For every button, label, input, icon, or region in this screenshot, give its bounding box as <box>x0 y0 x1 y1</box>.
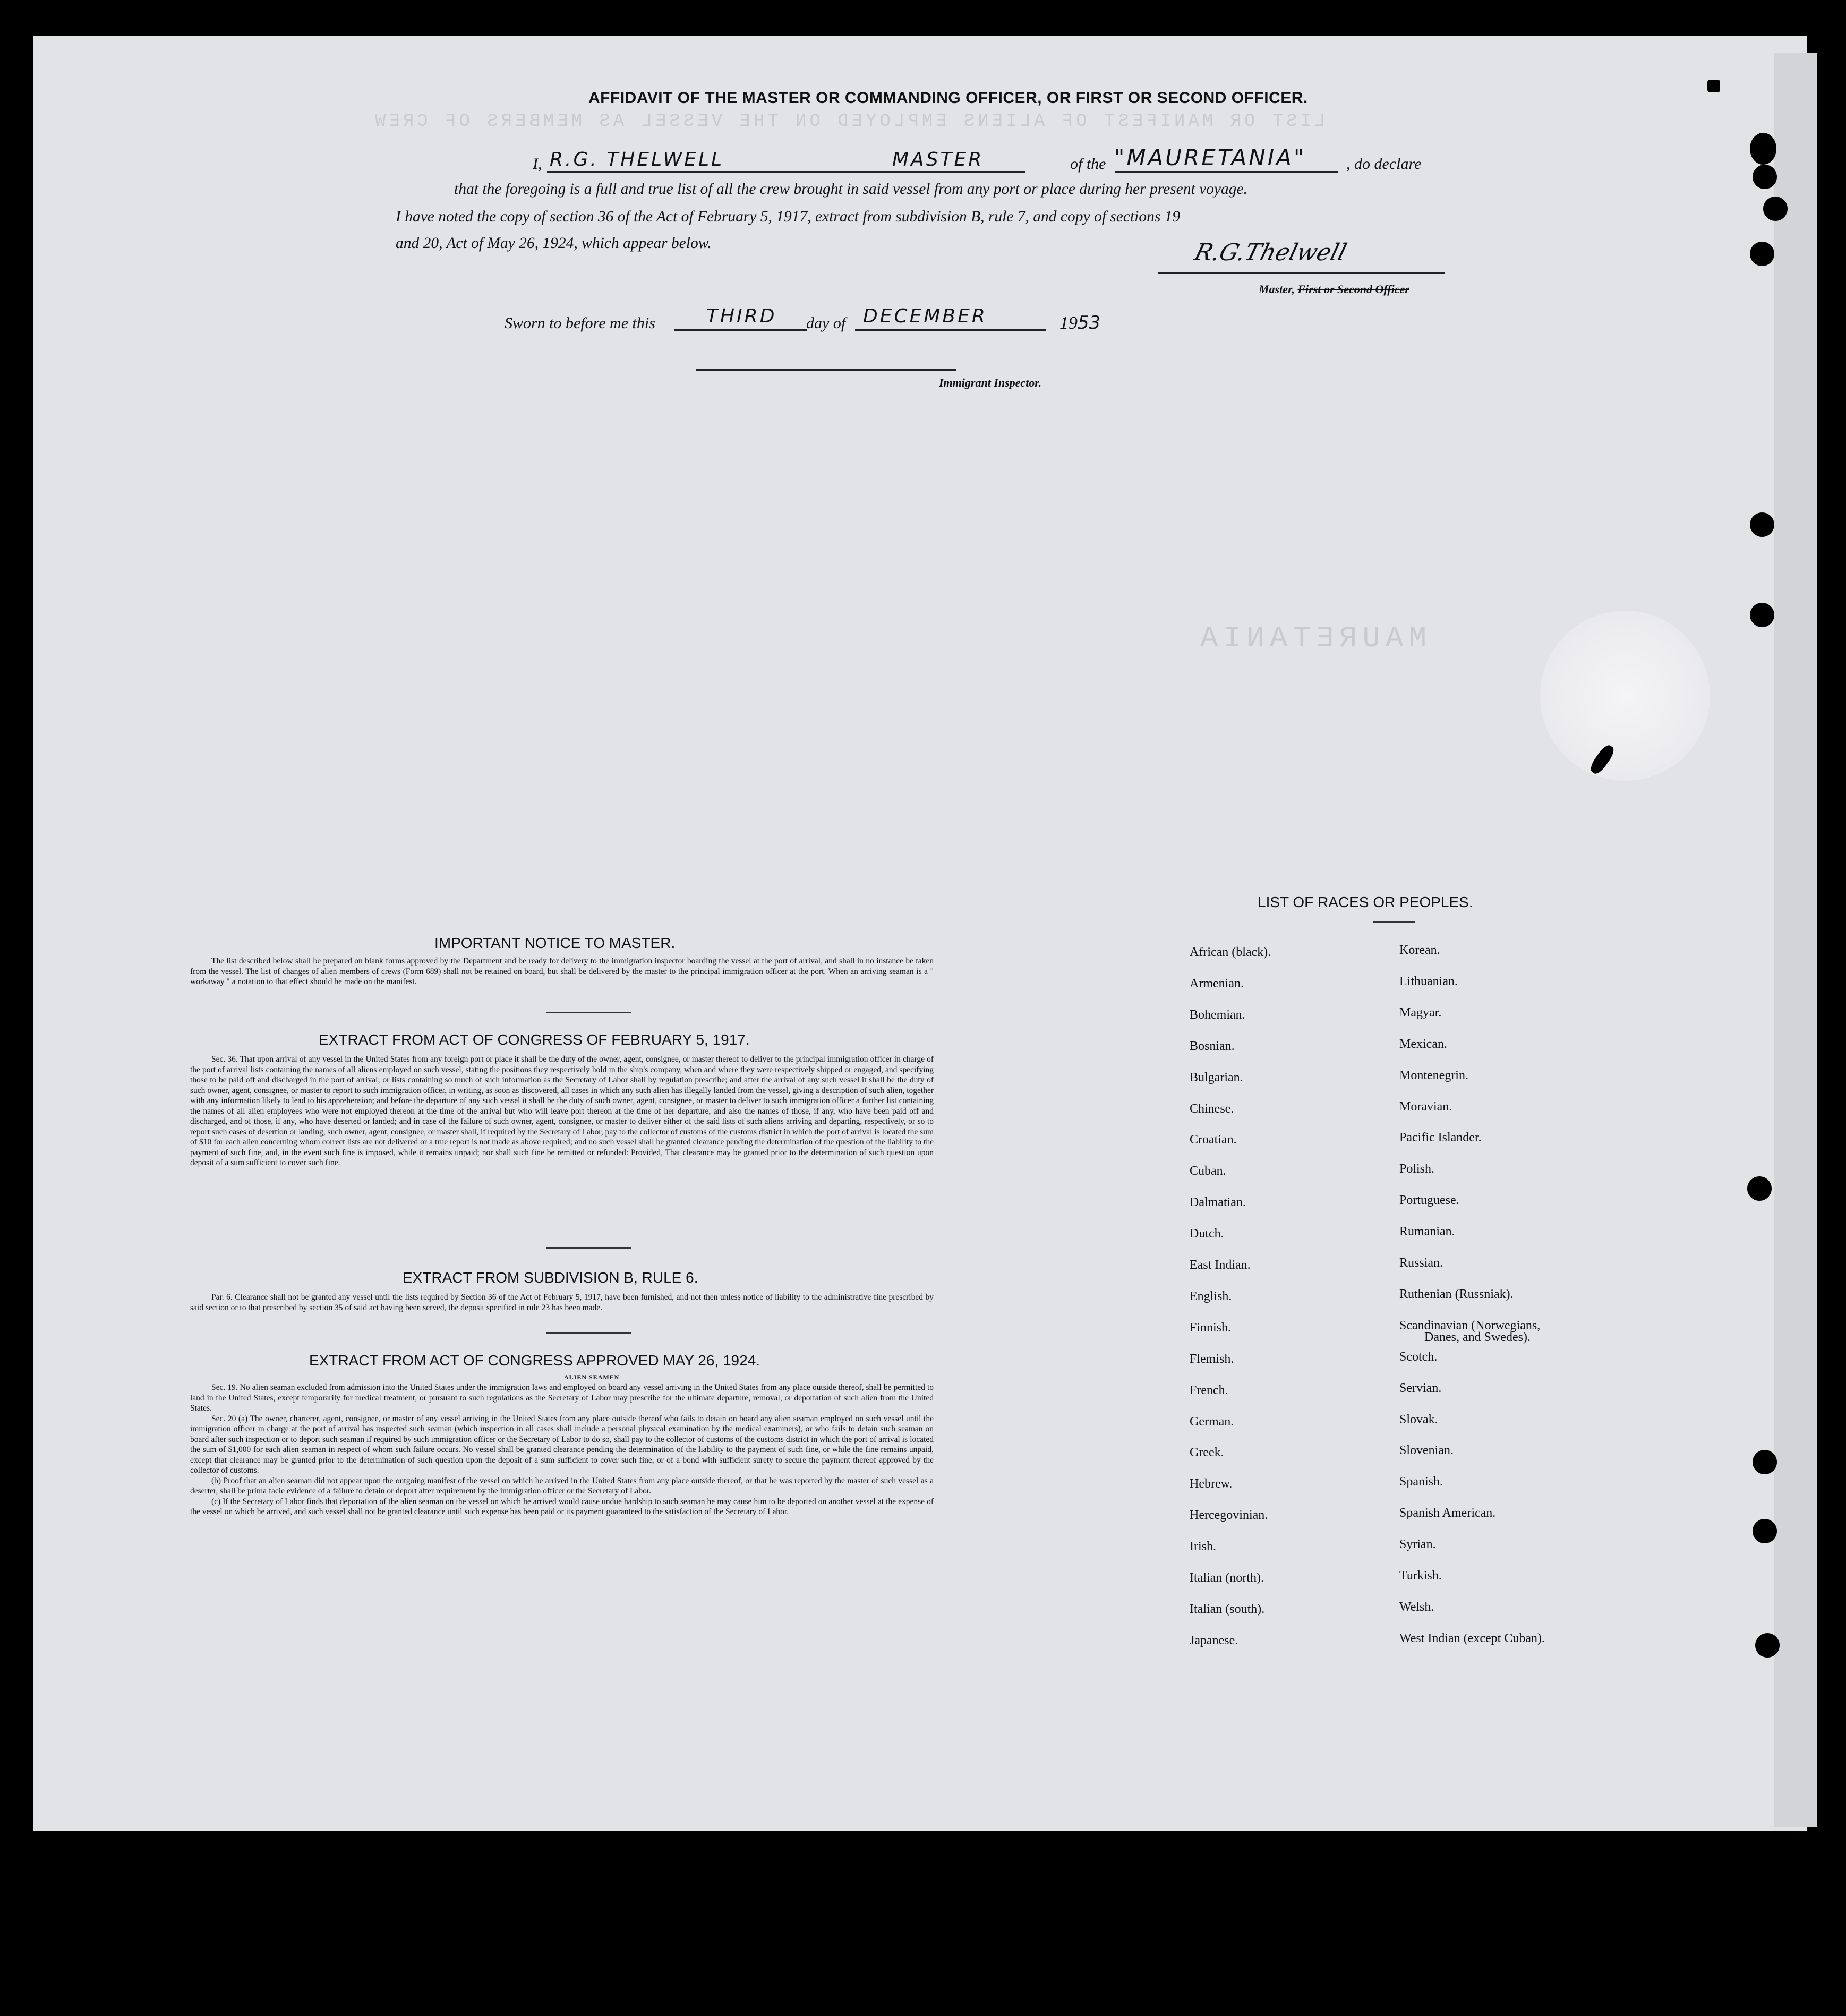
rule-6-body <box>190 1292 934 1313</box>
binder-hole <box>1753 1519 1777 1543</box>
race-item: Russian. <box>1399 1256 1443 1270</box>
race-item: Hebrew. <box>1190 1477 1233 1491</box>
affidavit-heading: AFFIDAVIT OF THE MASTER OR COMMANDING OFFICER, OR FIRST OR SECOND OFFICER. <box>588 89 1308 107</box>
do-declare-label: , do declare <box>1346 155 1422 173</box>
year-suffix: 53 <box>1078 312 1101 334</box>
affidavit-line-3: I have noted the copy of section 36 of the Act of February 5, 1917, extract from subdivision B, rule 7, and copy of sections 19 <box>396 208 1181 225</box>
binder-hole <box>1753 1450 1777 1474</box>
caption-master: Master, <box>1259 283 1295 296</box>
race-item: Polish. <box>1399 1162 1435 1176</box>
race-item: Turkish. <box>1399 1569 1442 1583</box>
race-item: Scotch. <box>1399 1349 1438 1364</box>
race-item: Magyar. <box>1399 1005 1442 1020</box>
binder-hole <box>1755 1633 1780 1658</box>
race-item: French. <box>1190 1383 1228 1397</box>
signature-caption <box>1259 283 1409 296</box>
alien-seamen-subtitle: ALIEN SEAMEN <box>564 1373 620 1381</box>
binder-hole <box>1753 165 1777 189</box>
race-item: Cuban. <box>1190 1164 1226 1178</box>
binder-hole <box>1750 603 1774 627</box>
race-item: Moravian. <box>1399 1099 1452 1114</box>
race-item: Italian (north). <box>1190 1571 1264 1585</box>
sworn-day-entry: THIRD <box>706 305 777 327</box>
race-item: English. <box>1190 1289 1232 1303</box>
show-through-title: LIST OR MANIFEST OF ALIENS EMPLOYED ON THE VESSEL AS MEMBERS OF CREW <box>372 112 1326 132</box>
sec-19-text: Sec. 19. No alien seaman excluded from admission into the United States under the immigration laws and employed on board any vessel arriving in the United States from any place outside thereof, shall be permitted to land in the United States, except temporarily for medical treatment, or pursuant to such regulations as the Secretary of Labor may prescribe for the ultimate departure, removal, or deportation of such alien from the United States. <box>190 1383 934 1413</box>
race-item: Bohemian. <box>1190 1007 1245 1022</box>
race-item: West Indian (except Cuban). <box>1399 1631 1545 1645</box>
race-item: Chinese. <box>1190 1101 1234 1116</box>
binder-hole <box>1750 242 1774 266</box>
race-right-continuation: Danes, and Swedes). <box>1424 1330 1531 1344</box>
race-item: Dutch. <box>1190 1227 1224 1241</box>
binder-hole <box>1747 1176 1772 1201</box>
embossed-seal <box>1540 611 1710 781</box>
master-name-line <box>547 171 1025 173</box>
race-item: Flemish. <box>1190 1352 1234 1366</box>
race-item: Hercegovinian. <box>1190 1508 1268 1523</box>
race-item: Slovenian. <box>1399 1443 1454 1458</box>
race-item: Bulgarian. <box>1190 1070 1243 1084</box>
act-1917-body <box>190 1054 934 1168</box>
race-item: African (black). <box>1190 945 1271 959</box>
show-through-stamp: MAURETANIA <box>1195 621 1427 655</box>
race-item: Lithuanian. <box>1399 974 1458 988</box>
race-item: Bosnian. <box>1190 1039 1235 1053</box>
binder-hole <box>1763 197 1788 221</box>
race-item: Korean. <box>1399 943 1440 957</box>
sec-20a-text: Sec. 20 (a) The owner, charterer, agent, consignee, or master of any vessel arriving in the United States from any place outside thereof who fails to detain on board any alien seaman employed on such vessel until the immigration officer in charge at the port of arrival has inspected such seaman (which inspection in all cases shall include a personal physical examination by the medical examiners), or who fails to detain such seaman on board after such inspection or to deport such seaman if required by such immigration officer or the Secretary of Labor to do so, shall pay to the collector of customs of the customs district in which the port of arrival is located the sum of $1,000 for each alien seaman in respect of whom such failure occurs. No vessel shall be granted clearance pending the determination of the liability to the payment of such fine, or while the fine remains unpaid, except that clearance may be granted prior to the determination of such question upon the deposit of a sum sufficient to cover such fine, or of a bond with sufficient surety to secure the payment thereof approved by the collector of customs. <box>190 1414 934 1475</box>
race-item: Montenegrin. <box>1399 1068 1468 1082</box>
of-the-label: of the <box>1070 155 1106 173</box>
act-1917-title: EXTRACT FROM ACT OF CONGRESS OF FEBRUARY 5, 1917. <box>319 1031 750 1048</box>
race-item: Mexican. <box>1399 1037 1447 1051</box>
race-item: Welsh. <box>1399 1600 1434 1614</box>
race-item: Rumanian. <box>1399 1225 1455 1239</box>
race-item: Spanish American. <box>1399 1506 1496 1520</box>
sec-20c-text: (c) If the Secretary of Labor finds that deportation of the alien seaman on the vessel on which he arrived would cause undue hardship to such seaman he may cause him to be deported on another vessel at the expense of the vessel on which he arrived, and such vessel shall not be granted clearance until such expense has been paid or its payment guaranteed to the satisfaction of the Secretary of Labor. <box>190 1497 934 1516</box>
act-1924-body <box>190 1382 934 1517</box>
divider <box>546 1247 631 1249</box>
divider <box>546 1332 631 1334</box>
race-item: Italian (south). <box>1190 1602 1265 1616</box>
race-item: Pacific Islander. <box>1399 1131 1482 1145</box>
sec-20b-text: (b) Proof that an alien seaman did not appear upon the outgoing manifest of the vessel on which he arrived in the United States from any place outside thereof, or that he was reported by the master of such vessel as a deserter, shall be prima facie evidence of a failure to detain or deport after requirement by the immigration officer or the Secretary of Labor. <box>190 1476 934 1496</box>
act-1924-title: EXTRACT FROM ACT OF CONGRESS APPROVED MAY 26, 1924. <box>309 1352 760 1369</box>
sworn-month-line <box>855 329 1046 331</box>
day-of-label: day of <box>806 314 846 332</box>
sworn-label: Sworn to before me this <box>505 314 655 332</box>
master-name-entry: R.G. THELWELL <box>550 149 724 170</box>
ship-name-entry: "MAURETANIA" <box>1114 144 1306 170</box>
divider <box>546 1012 631 1013</box>
underlying-page-edge <box>1774 53 1817 1827</box>
rule-6-title: EXTRACT FROM SUBDIVISION B, RULE 6. <box>403 1269 698 1286</box>
affidavit-line-2: that the foregoing is a full and true list of all the crew brought in said vessel from any port or place during her present voyage. <box>454 181 1247 198</box>
inspector-caption: Immigrant Inspector. <box>939 376 1042 389</box>
race-item: Armenian. <box>1190 976 1244 990</box>
affidavit-i-label: I, <box>533 155 542 173</box>
notice-body <box>190 956 934 987</box>
signature-line <box>1158 272 1445 274</box>
notice-text: The list described below shall be prepared on blank forms approved by the Department and be ready for delivery to the immigration inspector boarding the vessel at the port of arrival, and shall in no instance be taken from the vessel. The list of changes of alien members of crews (Form 689) shall not be retained on board, but shall be delivered by the master to the principal immigration officer at the port. When an arriving seaman is a " workaway " a notation to that effect should be made on the manifest. <box>190 956 934 986</box>
race-item: Ruthenian (Russniak). <box>1399 1287 1514 1301</box>
caption-struck-officer: First or Second Officer <box>1297 283 1409 296</box>
race-item: Greek. <box>1190 1446 1224 1460</box>
sworn-month-entry: DECEMBER <box>863 305 987 327</box>
race-item: Irish. <box>1190 1540 1216 1554</box>
race-item: Croatian. <box>1190 1133 1237 1147</box>
race-item: East Indian. <box>1190 1258 1251 1272</box>
rule-6-text: Par. 6. Clearance shall not be granted any vessel until the lists required by Section 36 of the Act of February 5, 1917, have been furnished, and not then unless notice of liability to the administrative fine prescribed by said section or to that prescribed by section 35 of said act having been served, the deposit specified in rule 23 has been made. <box>190 1293 934 1312</box>
race-item: Scandinavian (Norwegians, <box>1399 1318 1541 1332</box>
race-item: German. <box>1190 1414 1234 1429</box>
race-item: Portuguese. <box>1399 1193 1459 1208</box>
notice-title: IMPORTANT NOTICE TO MASTER. <box>434 935 676 951</box>
race-item: Spanish. <box>1399 1475 1443 1489</box>
rank-entry: MASTER <box>892 149 984 170</box>
races-divider <box>1373 921 1415 923</box>
binder-hole <box>1750 133 1776 165</box>
race-item: Slovak. <box>1399 1412 1438 1426</box>
sworn-day-line <box>674 329 807 331</box>
inspector-line <box>696 369 956 371</box>
race-item: Servian. <box>1399 1381 1442 1395</box>
ship-name-line <box>1115 171 1338 173</box>
race-item: Japanese. <box>1190 1633 1238 1647</box>
corner-mark <box>1707 80 1720 92</box>
master-signature: R.G.Thelwell <box>1191 239 1350 266</box>
affidavit-line-4: and 20, Act of May 26, 1924, which appear below. <box>396 235 712 252</box>
year-prefix: 19 <box>1059 313 1078 333</box>
races-title: LIST OF RACES OR PEOPLES. <box>1258 894 1473 910</box>
race-item: Dalmatian. <box>1190 1195 1246 1210</box>
year-entry <box>1059 312 1100 334</box>
act-1917-text: Sec. 36. That upon arrival of any vessel in the United States from any foreign port or place it shall be the duty of the owner, agent, consignee, or master thereof to deliver to the principal immigration officer in charge of the port of arrival lists containing the names of all aliens employed on such vessel, stating the positions they respectively hold in the ship's company, when and where they were respectively shipped or engaged, and specifying those to be paid off and discharged in the port of arrival; or lists containing so much of such information as the Secretary of Labor shall by regulation prescribe; and after the arrival of any such vessel it shall be the duty of such owner, agent, consignee, or master to report to such immigration officer, in writing, as soon as discovered, all cases in which any such alien has illegally landed from the vessel, giving a description of such alien, together with any information likely to lead to his apprehension; and before the departure of any such vessel it shall be the duty of such owner, agent, consignee, or master to deliver to such immigration officer a further list containing the names of all alien employees who were not employed thereon at the time of the arrival but who will leave port thereon at the time of her departure, and also the names of those, if any, who have been paid off and discharged, and of those, if any, who have deserted or landed; and in case of the failure of such owner, agent, consignee, or master to deliver either of the said lists of such aliens arriving and departing, respectively, or so to report such cases of desertion or landing, such owner, agent, consignee, or master shall, if required by the Secretary of Labor, pay to the collector of customs of the customs district in which the port of arrival is located the sum of $10 for each alien concerning whom correct lists are not delivered or a true report is not made as above required; and no such vessel shall be granted clearance pending the determination of the question of the liability to the payment of such fine, and, in the event such fine is imposed, while it remains unpaid; nor shall such fine be remitted or refunded: Provided, That clearance may be granted prior to the determination of such question upon deposit of a sum sufficient to cover such fine. <box>190 1055 934 1167</box>
binder-hole <box>1750 512 1774 537</box>
race-item: Syrian. <box>1399 1537 1436 1552</box>
race-item: Finnish. <box>1190 1320 1232 1335</box>
